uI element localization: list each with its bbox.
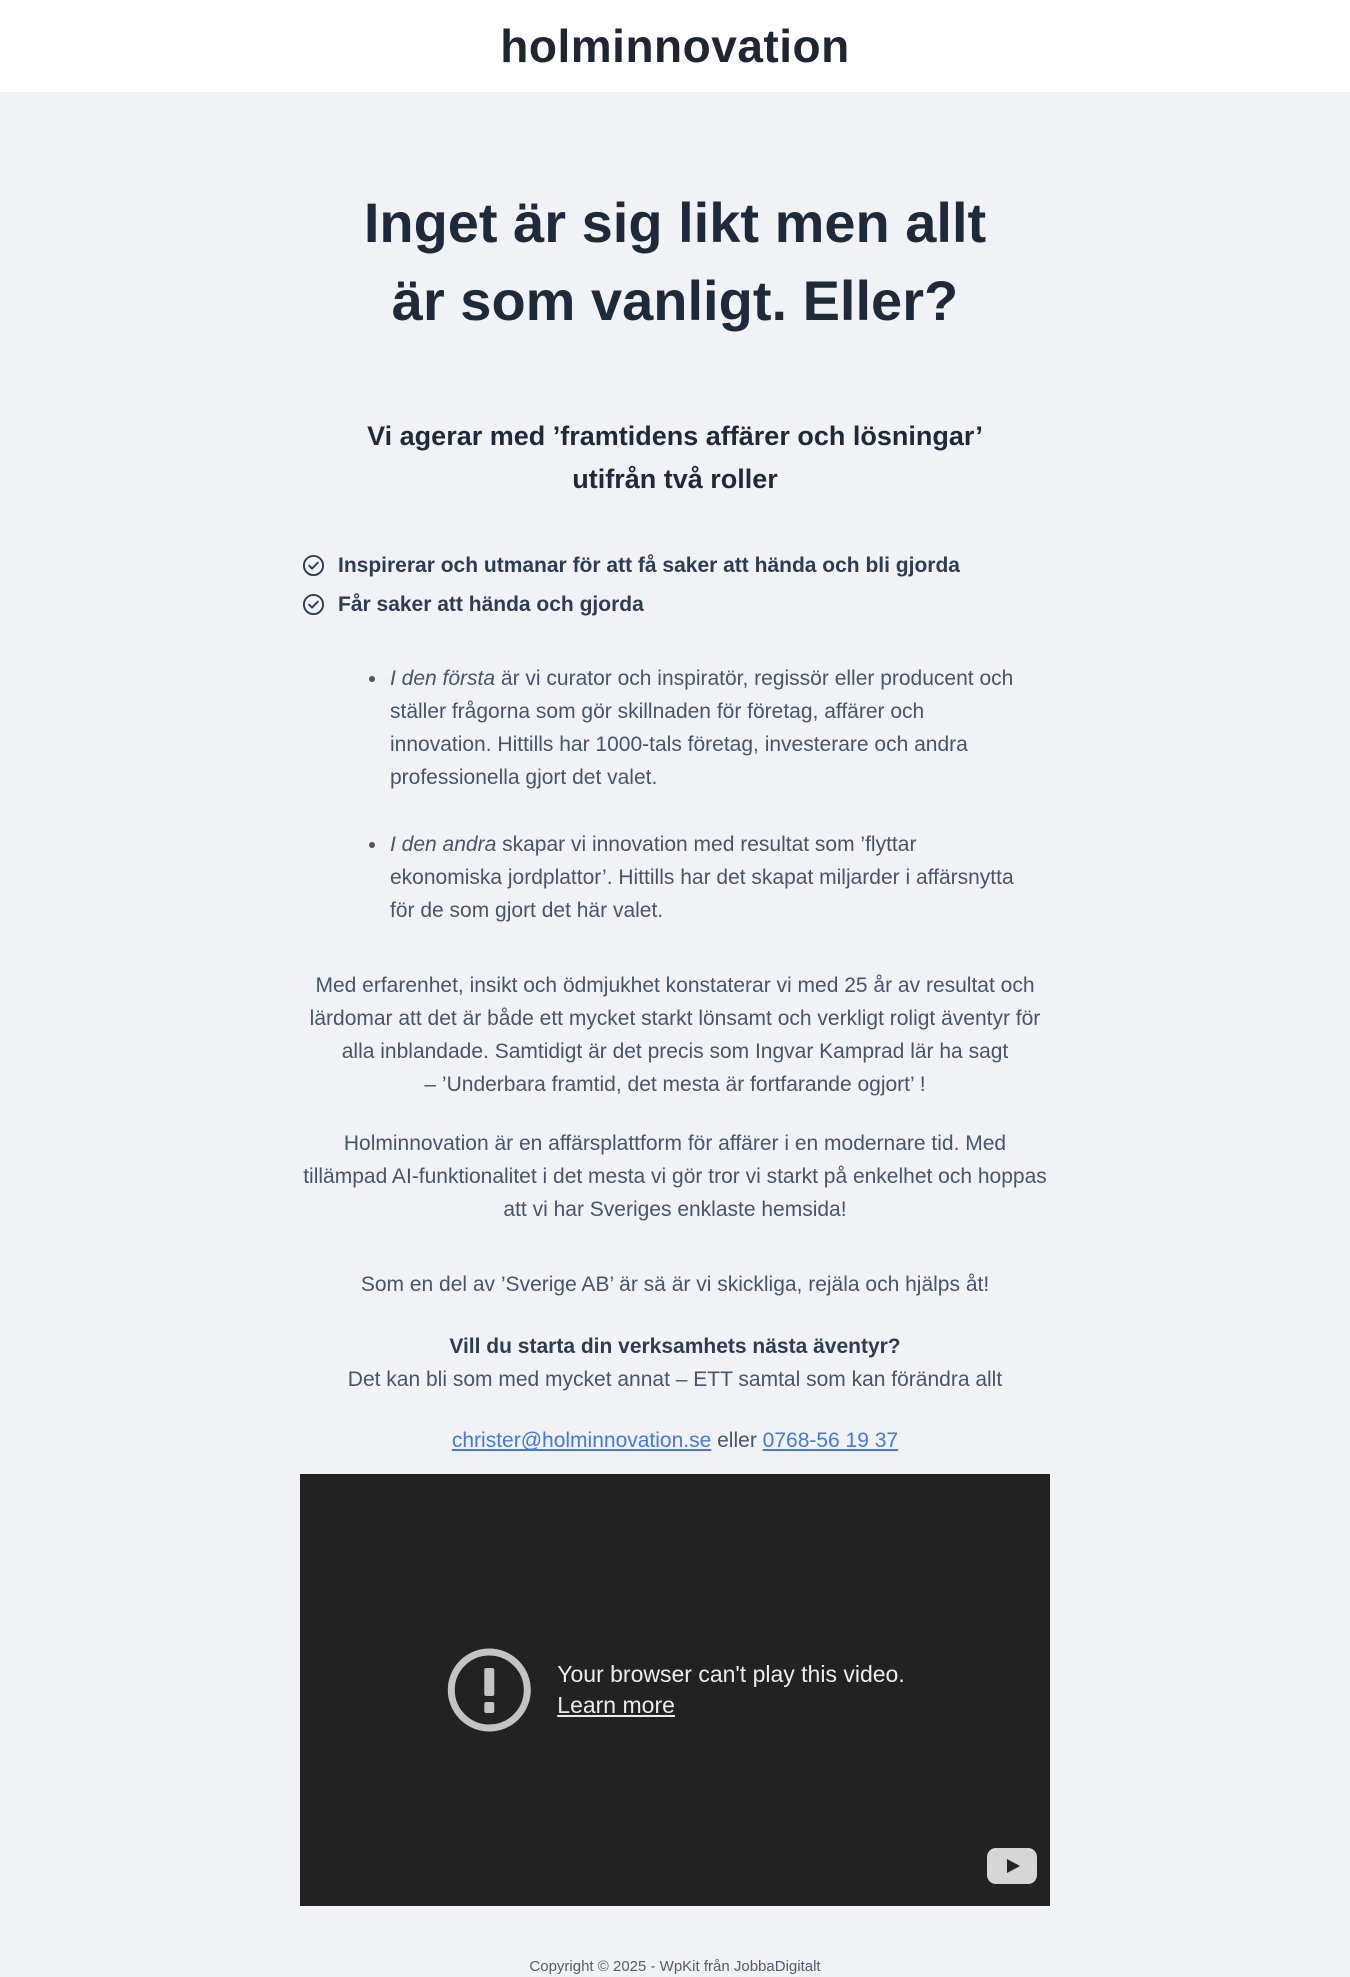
contact-line [300, 1425, 1050, 1458]
site-logo[interactable]: holminnovation [500, 20, 850, 72]
check-circle-icon [302, 554, 325, 577]
bullet-list [300, 663, 1050, 928]
exclamation-circle-icon [445, 1646, 533, 1734]
page-subtitle [300, 415, 1050, 501]
phone-link[interactable]: 0768-56 19 37 [762, 1429, 899, 1453]
page-subtitle-line1: Vi agerar med ’framtidens affärer och lösningar’ [367, 420, 983, 451]
paragraph-experience-body: Med erfarenhet, insikt och ödmjukhet konstaterar vi med 25 år av resultat och lärdomar att det är både ett mycket starkt lönsamt och verkligt roligt äventyr för alla inblandade. Samtidigt är det precis som Ingvar Kamprad lär ha sagt [309, 973, 1041, 1063]
youtube-icon[interactable] [987, 1848, 1037, 1884]
checklist-item [302, 590, 1050, 619]
paragraph-platform: Holminnovation är en affärsplattform för affärer i en modernare tid. Med tillämpad AI-funktionalitet i det mesta vi gör tror vi starkt på enkelhet och hoppas att vi har Sveriges enklaste hemsida! [303, 1131, 1047, 1221]
cta-block [300, 1331, 1050, 1397]
list-item-lead: I den andra [390, 832, 497, 856]
contact-separator: eller [711, 1429, 763, 1453]
copyright-text: Copyright © 2025 - WpKit från JobbaDigitalt [529, 1958, 821, 1976]
paragraph-experience [300, 970, 1050, 1102]
main-content [0, 92, 1350, 1906]
video-error-message [445, 1646, 904, 1734]
learn-more-link[interactable]: Learn more [557, 1692, 675, 1719]
video-error-texts [557, 1661, 904, 1719]
checklist-item-label: Inspirerar och utmanar för att få saker att hända och bli gjorda [338, 554, 960, 578]
list-item [388, 829, 1030, 928]
email-link[interactable]: christer@holminnovation.se [451, 1429, 712, 1453]
page-title [300, 184, 1050, 341]
paragraph-experience-quote: – ’Underbara framtid, det mesta är fortfarande ogjort’ ! [424, 1072, 926, 1096]
paragraph-sverige: Som en del av ’Sverige AB’ är sä är vi skickliga, rejäla och hjälps åt! [360, 1272, 990, 1296]
checklist-item-label: Får saker att hända och gjorda [338, 592, 644, 616]
video-player[interactable] [300, 1474, 1050, 1906]
list-item-lead: I den första [390, 666, 496, 690]
cta-question: Vill du starta din verksamhets nästa äventyr? [449, 1335, 901, 1359]
cta-subtext: Det kan bli som med mycket annat – ETT samtal som kan förändra allt [347, 1368, 1003, 1392]
checklist [300, 551, 1050, 619]
page-title-line2: är som vanligt. Eller? [391, 269, 959, 333]
list-item [388, 663, 1030, 795]
list-item-text: är vi curator och inspiratör, regissör eller producent och ställer frågorna som gör skillnaden för företag, affärer och innovation. Hittills har 1000-tals företag, investerare och andra professionella gjort det valet. [390, 666, 1014, 789]
page-title-line1: Inget är sig likt men allt [363, 191, 987, 254]
page-subtitle-line2: utifrån två roller [572, 463, 778, 494]
video-error-title: Your browser can't play this video. [557, 1661, 905, 1688]
site-footer [0, 1906, 1350, 1977]
checklist-item [302, 551, 1050, 580]
list-item-text: skapar vi innovation med resultat som ’flyttar ekonomiska jordplattor’. Hittills har det skapat miljarder i affärsnytta för de som gjort det här valet. [390, 832, 1014, 922]
site-header [0, 0, 1350, 92]
check-circle-icon [302, 593, 325, 616]
